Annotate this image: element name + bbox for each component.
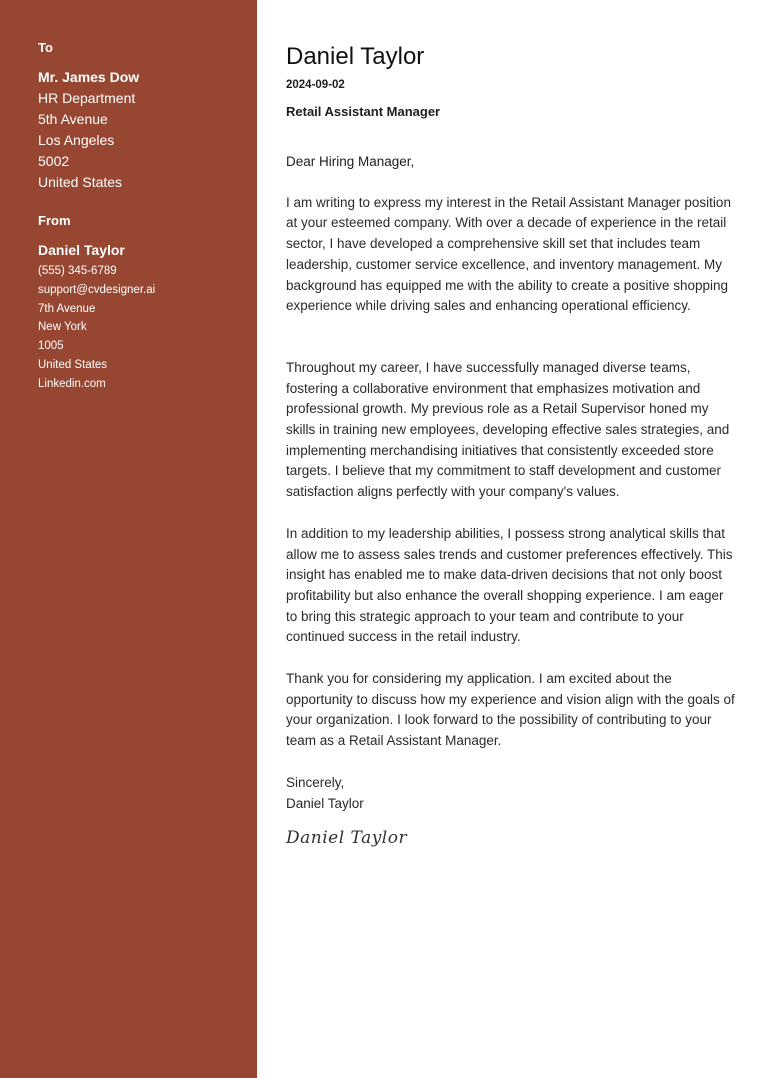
letter-paragraph: Throughout my career, I have successfully managed diverse teams, fostering a collaborative environment that emphasizes motivation and professional growth. My previous role as a Retail Supervisor honed my skills in training new employees, developing effective sales strategies, and implementing merchandising initiatives that consistently exceeded store targets. I believe that my commitment to staff development and customer satisfaction aligns perfectly with your company's values. [286, 359, 730, 500]
recipient-street: 5th Avenue [38, 111, 108, 127]
letter-body [286, 40, 736, 850]
recipient-city: Los Angeles [38, 132, 115, 148]
from-label: From [38, 213, 71, 228]
to-label: To [38, 40, 53, 55]
sender-name: Daniel Taylor [38, 242, 125, 258]
sender-linkedin[interactable]: Linkedin.com [38, 377, 106, 390]
sender-block [38, 240, 248, 394]
recipient-name: Mr. James Dow [38, 69, 140, 85]
recipient-zip: 5002 [38, 153, 70, 169]
sender-street: 7th Avenue [38, 302, 96, 315]
sidebar [0, 0, 257, 1078]
letter-salutation: Dear Hiring Manager, [286, 154, 415, 169]
handwritten-signature: Daniel Taylor [286, 828, 408, 849]
letter-position: Retail Assistant Manager [286, 104, 441, 119]
letter-author-name: Daniel Taylor [286, 43, 425, 70]
letter-paragraph: Thank you for considering my application. I am excited about the opportunity to discuss how my experience and vision align with the goals of your organization. I look forward to the possibility of contributing to your team as a Retail Assistant Manager. [286, 671, 735, 749]
letter-paragraph: I am writing to express my interest in the Retail Assistant Manager position at your esteemed company. With over a decade of experience in the retail sector, I have developed a comprehensive skill set that includes team leadership, customer service excellence, and inventory management. My background has equipped me with the ability to create a positive shopping experience while driving sales and enhancing operational efficiency. [286, 194, 731, 314]
recipient-block [38, 67, 248, 193]
recipient-department: HR Department [38, 90, 136, 106]
sender-email[interactable]: support@cvdesigner.ai [38, 283, 156, 296]
letter-closing [286, 773, 736, 814]
closing-name: Daniel Taylor [286, 795, 364, 811]
letter-date: 2024-09-02 [286, 79, 345, 91]
recipient-country: United States [38, 174, 123, 190]
sender-zip: 1005 [38, 340, 64, 353]
sender-country: United States [38, 358, 108, 371]
closing-phrase: Sincerely, [286, 774, 345, 790]
sender-phone: (555) 345-6789 [38, 265, 117, 277]
sender-city: New York [38, 321, 87, 334]
letter-paragraph: In addition to my leadership abilities, I possess strong analytical skills that allow me to assess sales trends and customer preferences effectively. This insight has enabled me to make data-driven decisions that not only boost profitability but also enhance the overall shopping experience. I am eager to bring this strategic approach to your team and contribute to your continued success in the retail industry. [286, 525, 733, 645]
